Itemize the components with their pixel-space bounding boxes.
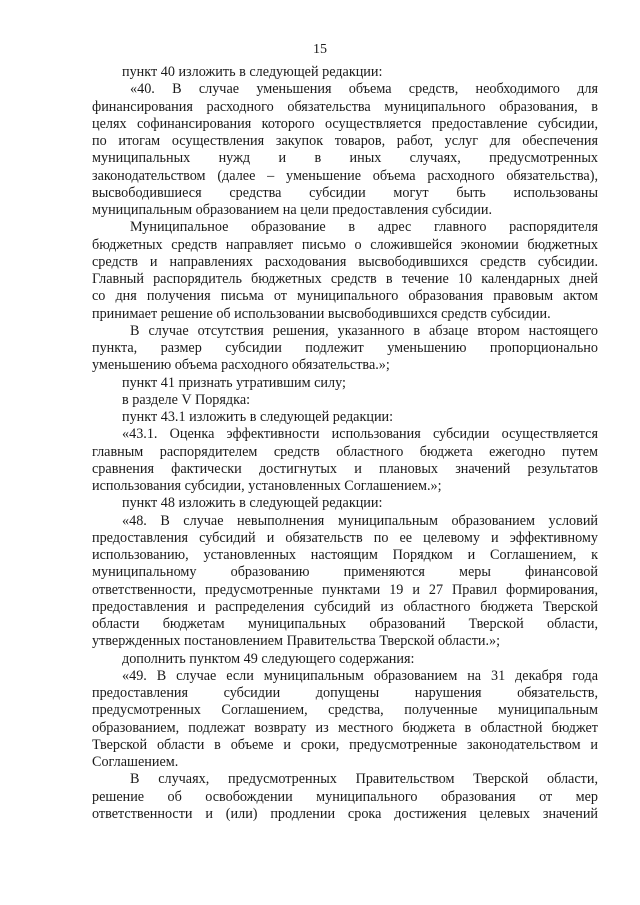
text-line: утвержденных постановлением Правительства Тверской области.»;: [92, 633, 501, 650]
text-line: Главный распорядитель бюджетных средств в течение 10 календарных дней: [92, 271, 598, 287]
text-line: Тверской области в объеме и сроки, предусмотренные законодательством и: [92, 736, 598, 753]
text-line: принимает решение об использовании высвободившихся средств субсидии.: [92, 305, 551, 322]
text-line: муниципальным образованием на цели предоставления субсидии.: [92, 202, 492, 218]
text-line: со дня получения письма от муниципального образования правовым актом: [92, 288, 598, 305]
text-line: предоставления и распределения субсидий из областного бюджета Тверской: [92, 598, 598, 615]
text-line: В случае отсутствия решения, указанного в абзаце втором настоящего: [130, 322, 598, 339]
text-line: предоставления субсидии допущены нарушения обязательств,: [92, 685, 598, 701]
text-line: уменьшению объема расходного обязательства.»;: [92, 357, 390, 374]
text-line: пункт 43.1 изложить в следующей редакции:: [122, 409, 394, 425]
text-line: Соглашением.: [92, 754, 179, 770]
text-line: Муниципальное образование в адрес главного распорядителя: [130, 219, 598, 236]
text-line: пункт 40 изложить в следующей редакции:: [122, 64, 383, 80]
text-line: использования субсидии, установленных Соглашением.»;: [92, 478, 442, 494]
text-line: пункта, размер субсидии подлежит уменьшению пропорционально: [92, 340, 598, 356]
page-number: 15: [313, 42, 327, 57]
text-line: ответственности и (или) продлении срока достижения целевых значений: [92, 805, 598, 822]
text-line: бюджетных средств направляет письмо о сложившейся экономии бюджетных: [92, 236, 598, 253]
text-line: «43.1. Оценка эффективности использования субсидии осуществляется: [122, 426, 598, 443]
text-line: «49. В случае если муниципальным образованием на 31 декабря года: [122, 667, 598, 684]
text-line: ответственности, предусмотренные пунктами 19 и 27 Правил формирования,: [92, 581, 598, 598]
text-line: «40. В случае уменьшения объема средств, необходимого для: [130, 81, 598, 98]
text-line: предусмотренных Соглашением, средства, полученные муниципальным: [92, 702, 598, 719]
text-line: пункт 41 признать утратившим силу;: [122, 374, 346, 391]
text-line: законодательством (далее – уменьшение объема расходного обязательства),: [92, 167, 598, 184]
text-line: предоставления субсидий и обязательств по ее целевому и эффективному: [92, 529, 598, 546]
text-line: финансирования расходного обязательства муниципального образования, в: [92, 98, 598, 115]
text-line: дополнить пунктом 49 следующего содержания:: [122, 650, 415, 667]
text-line: муниципальных нужд и в иных случаях, предусмотренных: [92, 150, 598, 167]
document-body: [92, 64, 598, 823]
text-line: в разделе V Порядка:: [122, 391, 251, 408]
text-line: пункт 48 изложить в следующей редакции:: [122, 495, 383, 512]
text-line: главным распорядителем средств областного бюджета ежегодно путем: [92, 443, 598, 460]
text-line: области бюджетам муниципальных образований Тверской области,: [92, 616, 598, 632]
text-line: целях софинансирования которого осуществляется предоставление субсидии,: [92, 115, 598, 132]
text-line: высвободившиеся средства субсидии могут быть использованы: [92, 184, 598, 201]
text-line: образованием, подлежат возврату из местного бюджета в областной бюджет: [92, 719, 598, 736]
text-line: использованию, установленных настоящим Порядком и Соглашением, к: [92, 547, 598, 563]
text-line: решение об освобождении муниципального образования от мер: [92, 788, 598, 805]
text-line: муниципальному образованию применяются меры финансовой: [92, 564, 598, 581]
text-line: по итогам осуществления закупок товаров, работ, услуг для обеспечения: [92, 133, 598, 149]
text-line: сравнения фактически достигнутых и плановых значений результатов: [92, 460, 598, 477]
text-line: средств и направлениях расходования высвободившихся средств субсидии.: [92, 253, 598, 270]
text-line: В случаях, предусмотренных Правительством Тверской области,: [130, 771, 598, 788]
text-line: «48. В случае невыполнения муниципальным образованием условий: [122, 512, 598, 529]
